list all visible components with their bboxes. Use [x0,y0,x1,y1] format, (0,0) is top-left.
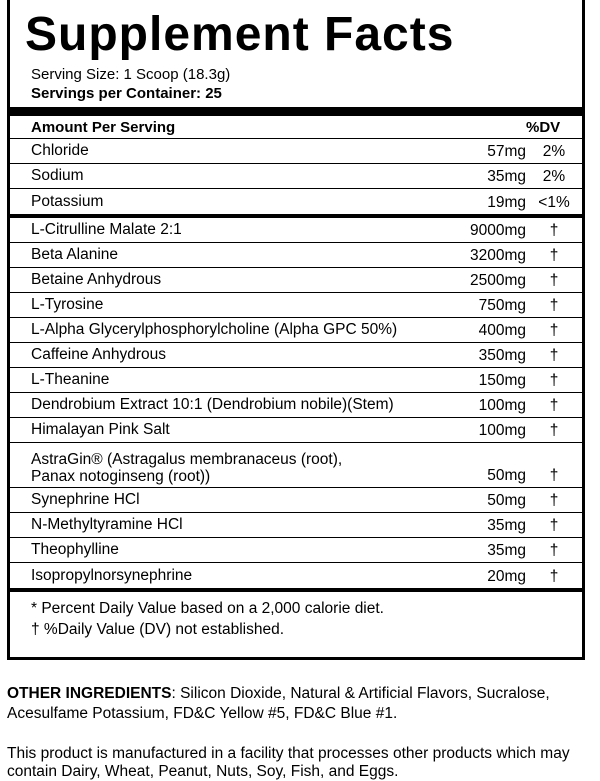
table-row [10,268,582,293]
footnotes [10,592,582,640]
nutrient-amount: 19mg [487,194,526,211]
ingredient-name: Caffeine Anhydrous [31,346,167,363]
nutrient-dv: 2% [542,143,566,160]
amount-per-serving-label: Amount Per Serving [31,118,176,136]
other-ingredients-text: : Silicon Dioxide, Natural & Artificial Flavors, Sucralose, Acesulfame Potassium, FD&C Yellow #5, FD&C Blue #1. [7,685,550,722]
other-ingredients [7,684,597,724]
ingredient-name: Synephrine HCl [31,491,140,508]
ingredient-dv: † [549,422,559,439]
ingredient-amount: 100mg [478,397,526,414]
ingredient-name: L-Theanine [31,371,110,388]
ingredient-dv: † [549,397,559,414]
ingredient-dv: † [549,492,559,509]
ingredient-dv: † [549,297,559,314]
table-row [10,393,582,418]
ingredient-amount: 3200mg [469,247,526,264]
ingredient-amount: 750mg [478,297,526,314]
table-row [10,189,582,214]
ingredient-amount: 35mg [487,542,526,559]
ingredient-dv: † [549,542,559,559]
nutrient-dv: <1% [538,194,570,211]
ingredient-list [10,218,582,588]
ingredient-dv: † [549,517,559,534]
ingredient-name-line1: AstraGin® (Astragalus membranaceus (root), [31,451,343,468]
ingredient-amount: 35mg [487,517,526,534]
table-row [10,368,582,393]
footnote-not-established: † %Daily Value (DV) not established. [31,621,285,638]
ingredient-name: Isopropylnorsynephrine [31,567,193,584]
serving-size: Serving Size: 1 Scoop (18.3g) [31,66,231,83]
table-row [10,563,582,588]
table-row [10,218,582,243]
ingredient-amount: 50mg [487,492,526,509]
table-row [10,538,582,563]
nutrient-amount: 35mg [487,168,526,185]
ingredient-name: Betaine Anhydrous [31,271,162,288]
ingredient-amount: 350mg [478,347,526,364]
servings-per-container: Servings per Container: 25 [31,85,222,102]
table-row [10,418,582,443]
serving-info [10,65,582,103]
table-row [10,488,582,513]
nutrient-dv: 2% [542,168,566,185]
ingredient-amount: 2500mg [469,272,526,289]
ingredient-dv: † [549,247,559,264]
ingredient-name: Dendrobium Extract 10:1 (Dendrobium nobile)(Stem) [31,396,394,413]
table-row [10,513,582,538]
ingredient-dv: † [549,322,559,339]
ingredient-amount: 50mg [487,467,526,484]
facility-notice: This product is manufactured in a facility that processes other products which may contain Dairy, Wheat, Peanut, Nuts, Soy, Fish, and Eggs. [7,745,570,780]
electrolyte-list [10,139,582,214]
ingredient-dv: † [549,272,559,289]
ingredient-amount: 150mg [478,372,526,389]
table-row [10,164,582,189]
ingredient-name: Theophylline [31,541,119,558]
ingredient-dv: † [549,347,559,364]
other-ingredients-label: OTHER INGREDIENTS [7,685,172,702]
ingredient-name: Beta Alanine [31,246,119,263]
table-row [10,443,582,488]
table-row [10,243,582,268]
ingredient-dv: † [549,372,559,389]
panel-title: Supplement Facts [25,8,455,61]
ingredient-name: L-Tyrosine [31,296,104,313]
ingredient-name-line2: Panax notoginseng (root)) [31,468,211,485]
ingredient-name: Himalayan Pink Salt [31,421,170,438]
table-row [10,318,582,343]
supplement-facts-panel [7,0,585,660]
table-row [10,293,582,318]
nutrient-name: Sodium [31,167,84,184]
ingredient-name: L-Alpha Glycerylphosphorylcholine (Alpha GPC 50%) [31,321,398,338]
ingredient-amount: 20mg [487,568,526,585]
dv-label: %DV [526,118,561,136]
nutrient-name: Potassium [31,193,104,210]
nutrient-amount: 57mg [487,143,526,160]
ingredient-dv: † [549,568,559,585]
table-row [10,343,582,368]
ingredient-amount: 400mg [478,322,526,339]
ingredient-name: N-Methyltyramine HCl [31,516,183,533]
column-header [10,116,582,139]
ingredient-amount: 100mg [478,422,526,439]
table-row [10,139,582,164]
nutrient-name: Chloride [31,142,89,159]
ingredient-name [31,451,416,487]
footnote-percent-dv: * Percent Daily Value based on a 2,000 calorie diet. [31,600,384,617]
ingredient-dv: † [549,222,559,239]
ingredient-amount: 9000mg [469,222,526,239]
divider-thick [10,107,582,116]
ingredient-name: L-Citrulline Malate 2:1 [31,221,182,238]
ingredient-dv: † [549,467,559,484]
